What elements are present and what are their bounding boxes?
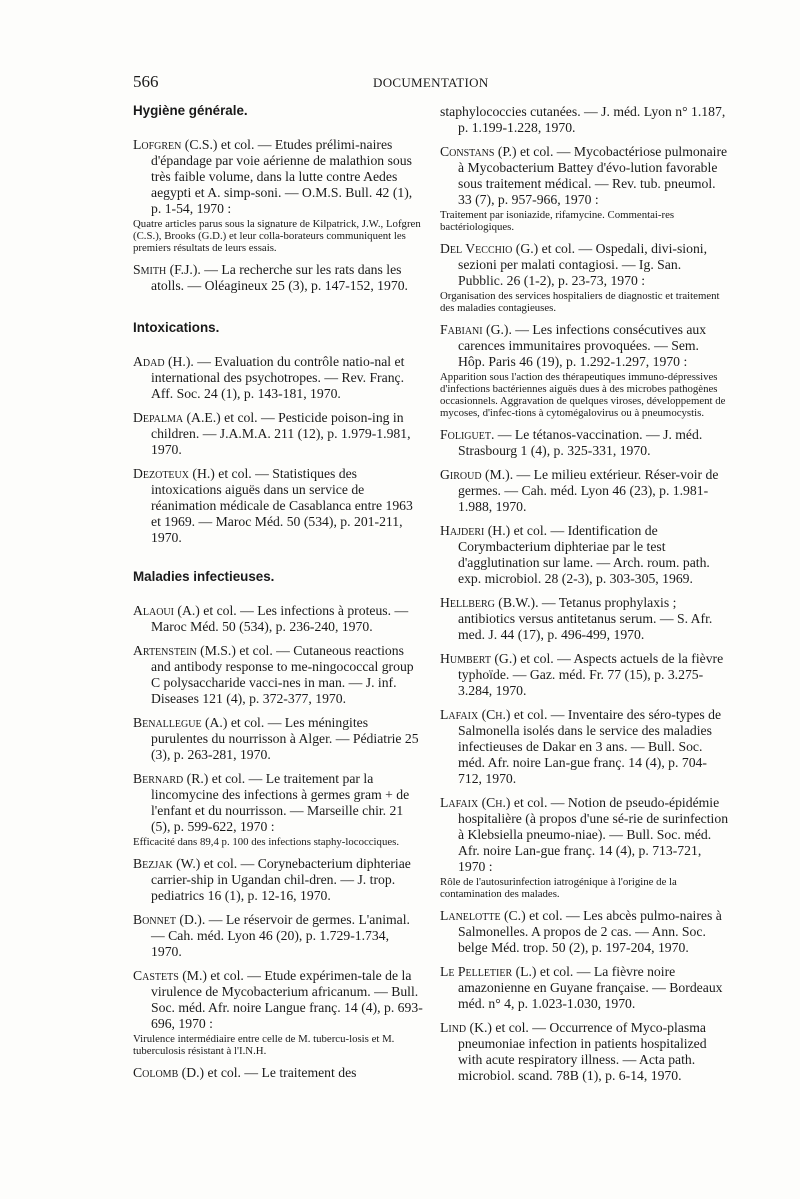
entry-author: Smith (F.J.) (133, 262, 198, 277)
bibliography-entry (440, 595, 729, 643)
bibliography-entry (133, 410, 423, 458)
bibliography-entry (440, 964, 729, 1012)
entry-author: Dezoteux (H.) (133, 466, 215, 481)
entry-author: Del Vecchio (G.) (440, 241, 539, 256)
bibliography-entry (440, 104, 729, 136)
entry-text: . — Evaluation du contrôle natio-nal et international des psychotropes. — Rev. Franç. Aff. Soc. 24 (1), p. 143-181, 1970. (151, 354, 405, 401)
entry-author: Lanelotte (C.) (440, 908, 526, 923)
entry-text: et col. — Corynebacterium diphteriae carrier-ship in Ugandan chil-dren. — J. trop. pediatrics 16 (1), p. 12-16, 1970. (151, 856, 411, 903)
entry-author: Le Pelletier (L.) (440, 964, 537, 979)
running-header: DOCUMENTATION (373, 75, 489, 90)
entry-note: Organisation des services hospitaliers de diagnostic et traitement des maladies contagieuses. (440, 290, 720, 314)
entry-note: Quatre articles parus sous la signature de Kilpatrick, J.W., Lofgren (C.S.), Brooks (G.D.) et leur colla-borateurs communiquent les premiers résultats de leurs essais. (133, 218, 421, 254)
entry-text: et col. — Ospedali, divi-sioni, sezioni per malati contagiosi. — Ig. San. Pubblic. 26 (1-2), p. 23-73, 1970 : (458, 241, 708, 288)
entry-author: Depalma (A.E.) (133, 410, 221, 425)
entry-text: et col. — Mycobactériose pulmonaire à Mycobacterium Battey d'évo-lution favorable sous traitement médical. — Rev. tub. pneumol. 33 (7), p. 957-966, 1970 : (458, 144, 728, 207)
bibliography-entry (133, 715, 423, 763)
entry-author: Alaoui (A.) (133, 603, 200, 618)
entry-author: Colomb (D.) (133, 1065, 205, 1080)
section-list (133, 137, 423, 294)
bibliography-entry (133, 912, 423, 960)
entry-note: Virulence intermédiaire entre celle de M. tubercu-losis et M. tuberculosis résistant à l'I.N.H. (133, 1033, 395, 1057)
bibliography-entry (133, 466, 423, 546)
entry-text: . — Tetanus prophylaxis ; antibiotics versus antitetanus serum. — S. Afr. med. J. 44 (17), p. 496-499, 1970. (458, 595, 713, 642)
entry-author: Lofgren (C.S.) (133, 137, 218, 152)
entry-text: . — Le tétanos-vaccination. — J. méd. Strasbourg 1 (4), p. 325-331, 1970. (458, 427, 703, 458)
entry-text: et col. — Aspects actuels de la fièvre typhoïde. — Gaz. méd. Fr. 77 (15), p. 3.275-3.284, 1970. (458, 651, 724, 698)
bibliography-entry (440, 467, 729, 515)
entry-text: et col. — Notion de pseudo-épidémie hospitalière (à propos d'une sé-rie de surinfection à Klebsiella pneumo-niae). — Bull. Soc. méd. Afr. noire Lan-gue franç. 14 (4), p. 713-721, 1970 : (458, 795, 729, 874)
bibliography-entry (440, 707, 729, 787)
bibliography-entry (440, 241, 729, 314)
entry-author: Fabiani (G.) (440, 322, 509, 337)
entry-author: Bernard (R.) (133, 771, 209, 786)
entry-text: et col. — Cutaneous reactions and antibody response to me-ningococcal group C polysaccharide vacci-nes in man. — J. inf. Diseases 121 (4), p. 372-377, 1970. (151, 643, 414, 706)
section-list (133, 603, 423, 1081)
left-column (133, 103, 423, 1089)
entry-author: Benallegue (A.) (133, 715, 228, 730)
entry-text: et col. — Inventaire des séro-types de Salmonella isolés dans le service des maladies infectieuses de Dakar en 3 ans. — Bull. Soc. méd. Afr. noire Lan-gue franç. 14 (4), p. 704-712, 1970. (458, 707, 722, 786)
entry-author: Humbert (G.) (440, 651, 517, 666)
entry-author: Hellberg (B.W.) (440, 595, 536, 610)
entry-text: . — Le milieu extérieur. Réser-voir de germes. — Cah. méd. Lyon 46 (23), p. 1.981-1.988, 1970. (458, 467, 719, 514)
entry-text: et col. — Le traitement par la lincomycine des infections à germes gram + de l'enfant et du nourrisson. — Marseille chir. 21 (5), p. 599-622, 1970 : (151, 771, 410, 834)
entry-author: Artenstein (M.S.) (133, 643, 236, 658)
entry-text: et col. — La fièvre noire amazonienne en Guyane française. — Bordeaux méd. n° 4, p. 1.023-1.030, 1970. (458, 964, 723, 1011)
entry-text: et col. — Les méningites purulentes du nourrisson à Alger. — Pédiatrie 25 (3), p. 263-281, 1970. (151, 715, 419, 762)
bibliography-entry (133, 354, 423, 402)
bibliography-entry (440, 427, 729, 459)
entry-author: Foliguet (440, 427, 491, 442)
bibliography-entry (440, 322, 729, 419)
entry-author: Bezjak (W.) (133, 856, 201, 871)
right-column (440, 104, 729, 1092)
entry-text: et col. — Etude expérimen-tale de la virulence de Mycobacterium africanum. — Bull. Soc. méd. Afr. noire Langue franç. 14 (4), p. 693-696, 1970 : (151, 968, 423, 1031)
entry-text: et col. — Les abcès pulmo-naires à Salmonelles. A propos de 2 cas. — Ann. Soc. belge Méd. trop. 50 (2), p. 197-204, 1970. (458, 908, 722, 955)
section-list (133, 354, 423, 546)
bibliography-entry (440, 651, 729, 699)
entry-note: Efficacité dans 89,4 p. 100 des infections staphy-lococciques. (133, 836, 400, 848)
entry-note: Apparition sous l'action des thérapeutiques immuno-dépressives d'infections bactériennes aiguës dues à des microbes pathogènes occasionnels. Aggravation de quelques viroses, développement de mycoses, d'infec-tions à cytomégalovirus ou à pneumocystis. (440, 371, 726, 419)
entry-text: . — Les infections consécutives aux carences immunitaires provoquées. — Sem. Hôp. Paris 46 (19), p. 1.292-1.297, 1970 : (458, 322, 707, 369)
entry-author: Constans (P.) (440, 144, 517, 159)
entry-author: Bonnet (D.) (133, 912, 202, 927)
entry-author: Castets (M.) (133, 968, 207, 983)
bibliography-entry (440, 1020, 729, 1084)
entry-text: et col. — Pesticide poison-ing in children. — J.A.M.A. 211 (12), p. 1.979-1.981, 1970. (151, 410, 411, 457)
bibliography-entry (133, 771, 423, 848)
section-list (440, 104, 729, 1084)
entry-author: Giroud (M.) (440, 467, 510, 482)
entry-text: staphylococcies cutanées. — J. méd. Lyon n° 1.187, p. 1.199-1.228, 1970. (440, 104, 726, 135)
entry-author: Adad (H.) (133, 354, 191, 369)
entry-note: Rôle de l'autosurinfection iatrogénique à l'origine de la contamination des malades. (440, 876, 677, 900)
section-heading: Intoxications. (133, 320, 220, 335)
page-number: 566 (133, 72, 159, 91)
entry-text: et col. — Occurrence of Myco-plasma pneumoniae infection in patients hospitalized with acute respiratory illness. — Acta path. microbiol. scand. 78B (1), p. 6-14, 1970. (458, 1020, 707, 1083)
bibliography-entry (440, 144, 729, 233)
bibliography-entry (440, 795, 729, 900)
entry-text: . — Le réservoir de germes. L'animal. — Cah. méd. Lyon 46 (20), p. 1.729-1.734, 1970. (151, 912, 410, 959)
bibliography-entry (440, 908, 729, 956)
bibliography-entry (133, 1065, 423, 1081)
section-heading: Maladies infectieuses. (133, 569, 275, 584)
entry-text: et col. — Statistiques des intoxications aiguës dans un service de réanimation médicale de Casablanca entre 1963 et 1969. — Maroc Méd. 50 (534), p. 201-211, 1970. (151, 466, 413, 545)
section-heading: Hygiène générale. (133, 103, 248, 118)
entry-author: Lafaix (Ch.) (440, 707, 511, 722)
bibliography-entry (133, 262, 423, 294)
entry-text: et col. — Le traitement des (204, 1065, 357, 1080)
bibliography-entry (133, 137, 423, 254)
entry-text: et col. — Les infections à proteus. — Maroc Méd. 50 (534), p. 236-240, 1970. (151, 603, 409, 634)
bibliography-entry (440, 523, 729, 587)
entry-author: Lafaix (Ch.) (440, 795, 511, 810)
bibliography-entry (133, 856, 423, 904)
entry-text: et col. — Etudes prélimi-naires d'épandage par voie aérienne de malathion sous très faible volume, dans la lutte contre Aedes aegypti et A. simp-soni. — O.M.S. Bull. 42 (1), p. 1-54, 1970 : (151, 137, 413, 216)
bibliography-entry (133, 968, 423, 1057)
bibliography-entry (133, 643, 423, 707)
bibliography-entry (133, 603, 423, 635)
entry-author: Hajderi (H.) (440, 523, 511, 538)
entry-note: Traitement par isoniazide, rifamycine. Commentai-res bactériologiques. (440, 209, 675, 233)
entry-author: Lind (K.) (440, 1020, 492, 1035)
entry-text: et col. — Identification de Corymbacterium diphteriae par le test d'agglutination sur lame. — Arch. roum. path. exp. microbiol. 28 (2-3), p. 303-305, 1969. (458, 523, 710, 586)
entry-text: . — La recherche sur les rats dans les atolls. — Oléagineux 25 (3), p. 147-152, 1970. (151, 262, 408, 293)
